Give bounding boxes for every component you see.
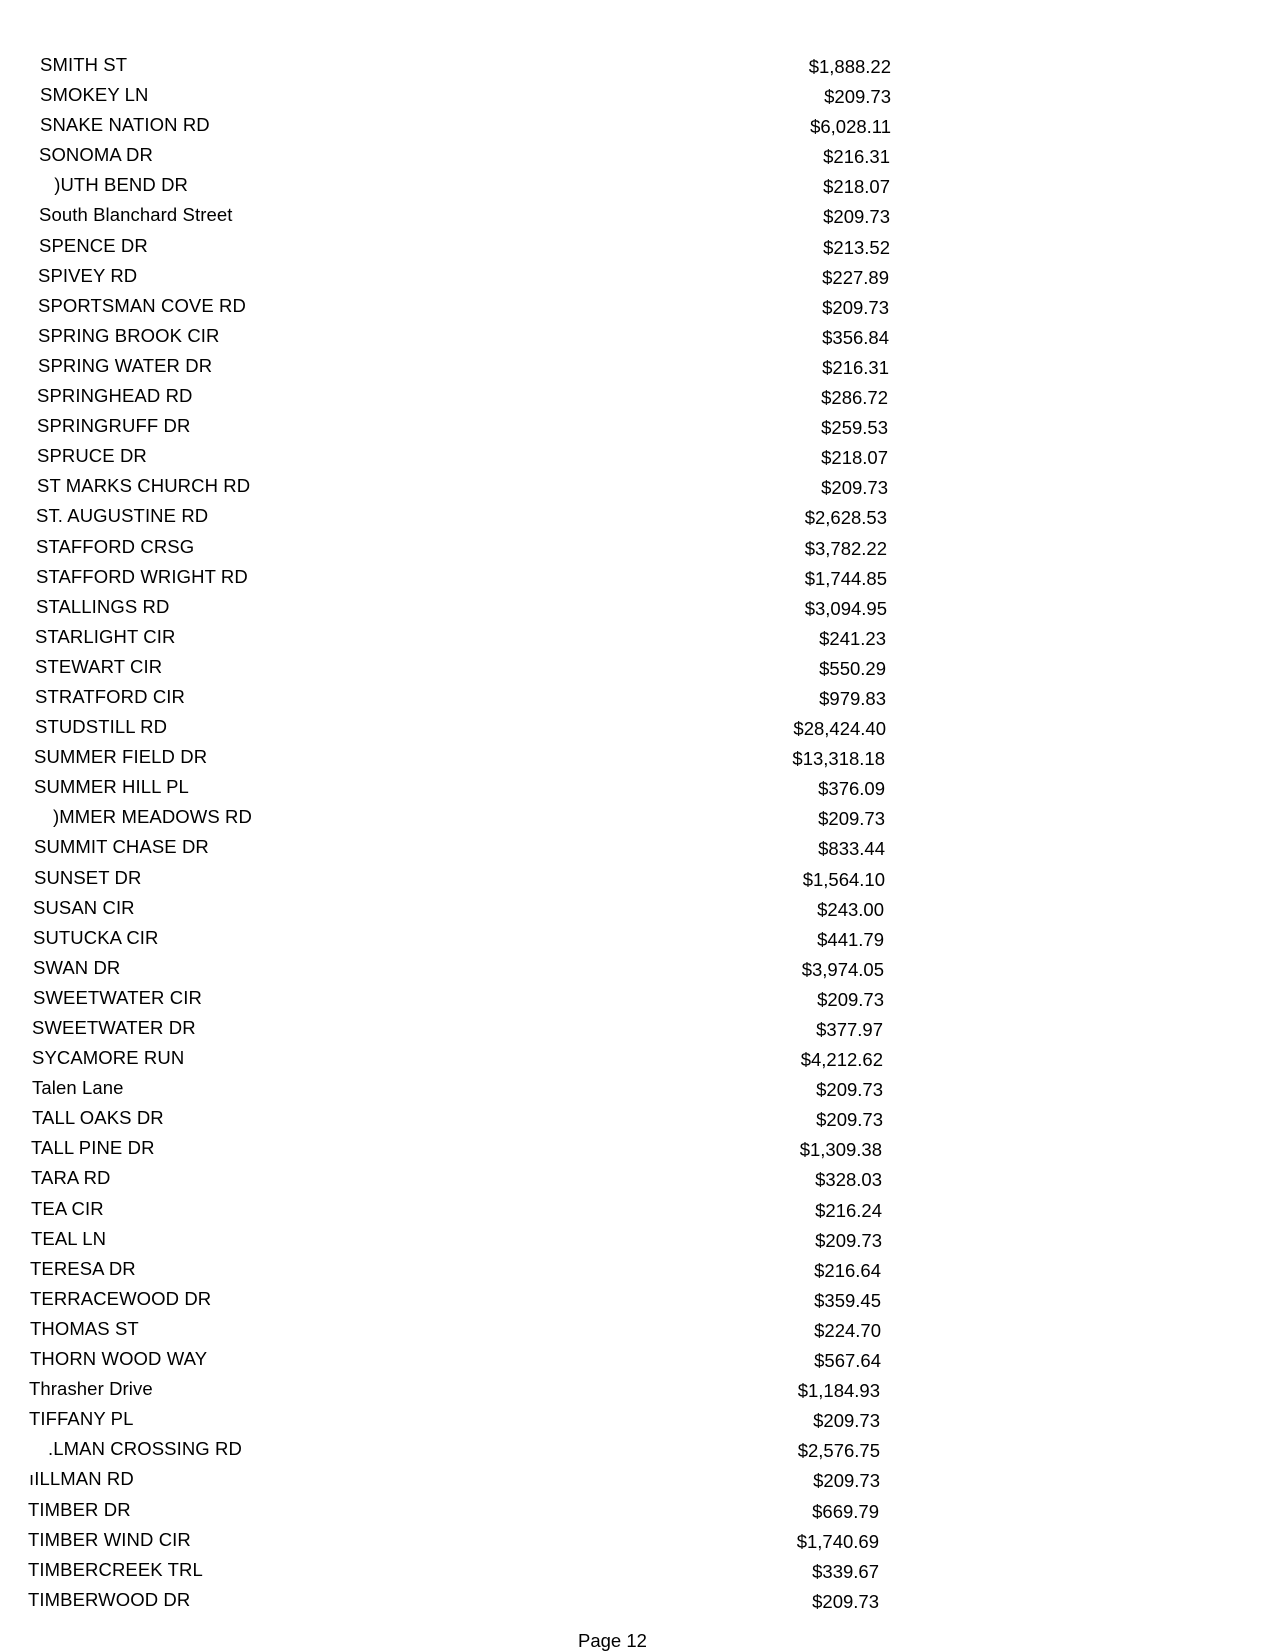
street-name: SPENCE DR: [39, 234, 148, 256]
street-name: Talen Lane: [32, 1077, 124, 1099]
street-name: ST MARKS CHURCH RD: [37, 475, 251, 497]
list-item: [0, 984, 1275, 1014]
list-item: [0, 472, 1275, 502]
list-item: [0, 833, 1275, 863]
street-name: STARLIGHT CIR: [35, 625, 176, 647]
list-item: [0, 1164, 1275, 1194]
street-amount: $567.64: [814, 1350, 881, 1372]
list-item: [0, 1074, 1275, 1104]
street-name: SUSAN CIR: [33, 896, 135, 918]
list-item: [0, 412, 1275, 442]
list-item: [0, 292, 1275, 322]
list-item: [0, 954, 1275, 984]
street-amount: $213.52: [823, 236, 890, 258]
street-amount: $209.73: [812, 1590, 879, 1612]
street-amount: $979.83: [819, 687, 886, 709]
street-amount: $224.70: [814, 1319, 881, 1341]
street-amount: $3,974.05: [801, 958, 884, 980]
street-amount: $356.84: [822, 326, 889, 348]
list-item: [0, 1586, 1275, 1616]
street-name: THOMAS ST: [30, 1317, 139, 1339]
street-amount: $441.79: [817, 928, 884, 950]
list-item: [0, 563, 1275, 593]
street-name: SPRINGRUFF DR: [37, 415, 191, 437]
street-name: SPORTSMAN COVE RD: [38, 294, 246, 316]
street-name: SONOMA DR: [39, 144, 153, 166]
street-amount: $209.73: [813, 1410, 880, 1432]
list-item: [0, 1134, 1275, 1164]
street-name: TERRACEWOOD DR: [30, 1287, 212, 1309]
street-amount: $376.09: [818, 778, 885, 800]
street-amount: $13,318.18: [792, 748, 885, 770]
street-amount: $550.29: [819, 657, 886, 679]
street-name: SWEETWATER DR: [32, 1017, 196, 1038]
street-name: SUMMER FIELD DR: [34, 746, 208, 768]
street-name: TIMBERCREEK TRL: [28, 1558, 203, 1580]
street-name: SMITH ST: [40, 54, 128, 75]
street-amount: $1,564.10: [802, 868, 885, 890]
street-amount: $3,094.95: [804, 597, 887, 619]
list-item: [0, 1496, 1275, 1526]
street-amount-list: [0, 51, 1275, 1616]
list-item: [0, 81, 1275, 111]
street-name: STEWART CIR: [35, 655, 163, 677]
street-name: SMOKEY LN: [40, 84, 149, 106]
list-item: [0, 111, 1275, 141]
street-amount: $833.44: [818, 838, 885, 860]
street-name: STAFFORD WRIGHT RD: [36, 565, 248, 587]
street-name: SWEETWATER CIR: [33, 986, 202, 1008]
street-name: STAFFORD CRSG: [36, 535, 195, 557]
list-item: [0, 1375, 1275, 1405]
street-name: SPRINGHEAD RD: [37, 385, 193, 407]
street-name: TIMBER WIND CIR: [28, 1528, 191, 1550]
list-item: [0, 593, 1275, 623]
street-name: TEAL LN: [31, 1227, 107, 1249]
street-amount: $2,628.53: [804, 507, 887, 529]
street-name: )UTH BEND DR: [39, 174, 188, 196]
street-amount: $218.07: [823, 176, 890, 198]
street-name: TIFFANY PL: [29, 1408, 134, 1430]
street-name: SUTUCKA CIR: [33, 926, 159, 948]
street-name: SPRUCE DR: [37, 445, 147, 467]
street-name: ST. AUGUSTINE RD: [36, 505, 209, 527]
list-item: [0, 1014, 1275, 1044]
street-amount: $243.00: [817, 898, 884, 920]
list-item: [0, 322, 1275, 352]
list-item: [0, 51, 1275, 81]
street-name: TALL OAKS DR: [32, 1107, 164, 1129]
list-item: [0, 1195, 1275, 1225]
street-name: Thrasher Drive: [29, 1378, 153, 1400]
list-item: [0, 623, 1275, 653]
street-amount: $3,782.22: [804, 537, 887, 559]
street-name: THORN WOOD WAY: [30, 1348, 208, 1370]
street-amount: $6,028.11: [810, 116, 891, 138]
list-item: [0, 743, 1275, 773]
list-item: [0, 1465, 1275, 1495]
list-item: [0, 382, 1275, 412]
street-name: SPIVEY RD: [38, 264, 138, 286]
street-amount: $1,740.69: [796, 1530, 879, 1552]
list-item: [0, 773, 1275, 803]
street-amount: $216.64: [814, 1259, 881, 1281]
street-amount: $286.72: [821, 387, 888, 409]
street-amount: $209.73: [822, 296, 889, 318]
street-amount: $339.67: [812, 1560, 879, 1582]
street-name: )MMER MEADOWS RD: [34, 806, 252, 828]
street-amount: $209.73: [816, 1079, 883, 1101]
list-item: [0, 894, 1275, 924]
list-item: [0, 1044, 1275, 1074]
street-name: STRATFORD CIR: [35, 685, 185, 707]
street-name: SYCAMORE RUN: [32, 1047, 185, 1069]
street-name: TARA RD: [31, 1167, 111, 1189]
street-name: SWAN DR: [33, 956, 121, 978]
list-item: [0, 1405, 1275, 1435]
list-item: [0, 1556, 1275, 1586]
street-amount: $1,888.22: [808, 56, 891, 77]
street-name: SPRING WATER DR: [38, 354, 213, 376]
street-name: SUMMER HILL PL: [34, 776, 189, 798]
street-name: STUDSTILL RD: [35, 716, 168, 738]
list-item: [0, 803, 1275, 833]
street-amount: $669.79: [812, 1500, 879, 1522]
street-amount: $359.45: [814, 1289, 881, 1311]
street-amount: $1,184.93: [797, 1380, 880, 1402]
street-amount: $209.73: [816, 1109, 883, 1131]
street-amount: $1,744.85: [804, 567, 887, 589]
list-item: [0, 141, 1275, 171]
street-name: TIMBER DR: [28, 1498, 131, 1520]
street-amount: $328.03: [815, 1169, 882, 1191]
list-item: [0, 924, 1275, 954]
list-item: [0, 1315, 1275, 1345]
list-item: [0, 533, 1275, 563]
list-item: [0, 1285, 1275, 1315]
list-item: [0, 502, 1275, 532]
page-number: Page 12: [578, 1630, 647, 1651]
street-amount: $227.89: [822, 266, 889, 288]
street-amount: $209.73: [818, 808, 885, 830]
street-name: SPRING BROOK CIR: [38, 324, 220, 346]
street-amount: $241.23: [819, 627, 886, 649]
street-amount: $259.53: [821, 417, 888, 439]
street-amount: $209.73: [821, 477, 888, 499]
street-name: .LMAN CROSSING RD: [29, 1438, 242, 1460]
list-item: [0, 442, 1275, 472]
list-item: [0, 1526, 1275, 1556]
street-name: TERESA DR: [30, 1257, 136, 1279]
street-amount: $4,212.62: [800, 1049, 883, 1071]
street-amount: $2,576.75: [797, 1440, 880, 1462]
list-item: [0, 201, 1275, 231]
list-item: [0, 683, 1275, 713]
list-item: [0, 1225, 1275, 1255]
list-item: [0, 864, 1275, 894]
street-amount: $218.07: [821, 447, 888, 469]
street-name: STALLINGS RD: [36, 595, 170, 617]
street-name: TIMBERWOOD DR: [28, 1588, 191, 1610]
street-amount: $216.24: [815, 1199, 882, 1221]
street-amount: $209.73: [824, 86, 891, 108]
street-name: SUMMIT CHASE DR: [34, 836, 209, 858]
list-item: [0, 262, 1275, 292]
list-item: [0, 1104, 1275, 1134]
street-amount: $209.73: [813, 1470, 880, 1492]
street-name: TALL PINE DR: [31, 1137, 155, 1159]
street-name: TEA CIR: [31, 1197, 104, 1219]
street-amount: $209.73: [823, 206, 890, 228]
list-item: [0, 232, 1275, 262]
street-amount: $28,424.40: [793, 718, 886, 740]
street-amount: $209.73: [815, 1229, 882, 1251]
street-amount: $209.73: [817, 988, 884, 1010]
street-amount: $216.31: [823, 146, 890, 168]
street-name: SNAKE NATION RD: [40, 114, 210, 136]
list-item: [0, 352, 1275, 382]
list-item: [0, 713, 1275, 743]
street-name: ıILLMAN RD: [29, 1468, 134, 1490]
street-name: South Blanchard Street: [39, 204, 233, 226]
list-item: [0, 1255, 1275, 1285]
street-amount: $377.97: [816, 1019, 883, 1040]
street-name: SUNSET DR: [34, 866, 142, 888]
street-amount: $1,309.38: [799, 1139, 882, 1161]
list-item: [0, 1345, 1275, 1375]
list-item: [0, 653, 1275, 683]
street-amount: $216.31: [822, 356, 889, 378]
list-item: [0, 171, 1275, 201]
list-item: [0, 1435, 1275, 1465]
